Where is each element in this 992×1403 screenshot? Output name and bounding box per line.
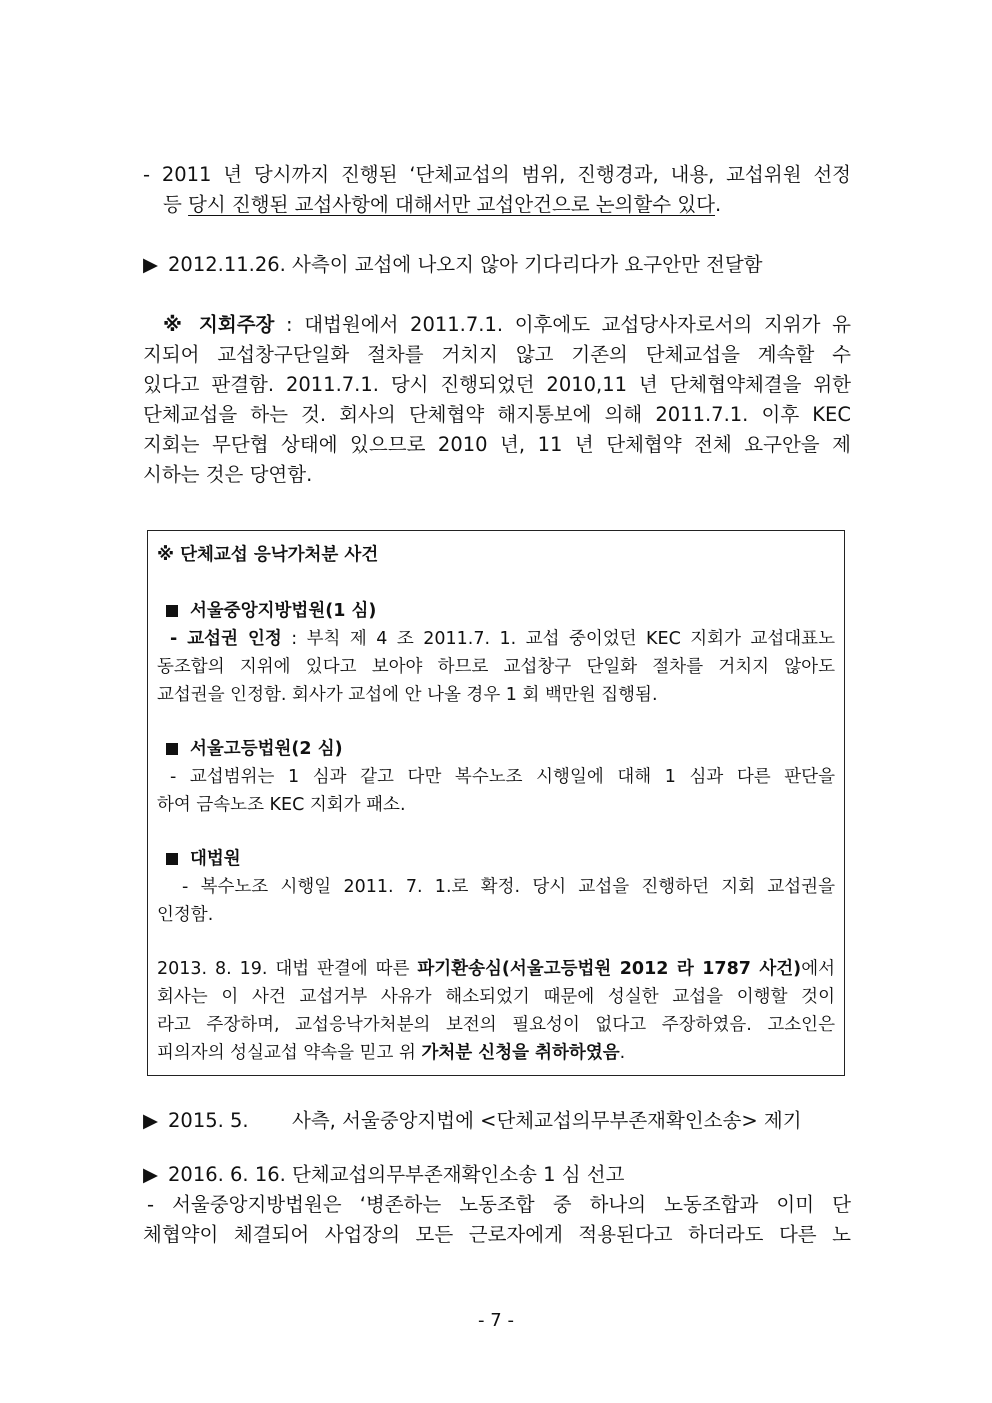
court1-line-3: 교섭권을 인정함. 회사가 교섭에 안 나올 경우 1 회 백만원 집행됨. bbox=[157, 685, 658, 705]
reference-mark-icon: ※ bbox=[163, 313, 188, 336]
remand-text-1a: 2013. 8. 19. 대법 판결에 따른 bbox=[157, 959, 418, 979]
entry-2016 bbox=[143, 1160, 851, 1190]
page-number: - 7 - bbox=[478, 1310, 514, 1331]
square-bullet-icon bbox=[166, 743, 178, 755]
remand-case-name: 파기환송심(서울고등법원 2012 라 1787 사건) bbox=[417, 959, 802, 979]
entry-2016-line-1: - 서울중앙지방법원은 ‘병존하는 노동조합 중 하나의 노동조합과 이미 단 bbox=[147, 1193, 851, 1216]
court2-title-text: 서울고등법원(2 심) bbox=[190, 739, 343, 759]
entry-2012-text: 2012.11.26. 사측이 교섭에 나오지 않아 기다리다가 요구안만 전달함 bbox=[168, 253, 763, 276]
branch-claim-line-3: 있다고 판결함. 2011.7.1. 당시 진행되었던 2010,11 년 단체협약체결을 위한 bbox=[143, 373, 851, 396]
remand-text-4a: 피의자의 성실교섭 약속을 믿고 위 bbox=[157, 1043, 422, 1063]
remand-line-1 bbox=[157, 955, 835, 983]
court2-line-1: - 교섭범위는 1 심과 같고 다만 복수노조 시행일에 대해 1 심과 다른 판단을 bbox=[170, 767, 835, 787]
intro-line-2 bbox=[163, 190, 851, 220]
intro-underlined-text: 당시 진행된 교섭사항에 대해서만 교섭안건으로 논의할수 있다 bbox=[188, 193, 716, 216]
court1-label: - 교섭권 인정 bbox=[170, 629, 282, 649]
entry-2015-text: 사측, 서울중앙지법에 <단체교섭의무부존재확인소송> 제기 bbox=[292, 1109, 802, 1132]
court2-title bbox=[166, 735, 844, 763]
remand-line-4 bbox=[157, 1039, 835, 1067]
remand-text-1c: 에서 bbox=[801, 959, 835, 979]
remand-line-3: 라고 주장하며, 교섭응낙가처분의 보전의 필요성이 없다고 주장하였음. 고소인은 bbox=[157, 1015, 835, 1035]
entry-2015 bbox=[143, 1106, 851, 1136]
court1-text-1: : 부칙 제 4 조 2011.7. 1. 교섭 중이었던 KEC 지회가 교섭대표노 bbox=[281, 629, 835, 649]
intro-line-1: - 2011 년 당시까지 진행된 ‘단체교섭의 범위, 진행경과, 내용, 교섭위원 선정 bbox=[143, 163, 851, 186]
court1-line-2: 동조합의 지위에 있다고 보아야 하므로 교섭창구 단일화 절차를 거치지 않아도 bbox=[157, 657, 835, 677]
court3-title bbox=[166, 845, 844, 873]
intro-line-2-end: . bbox=[715, 193, 722, 216]
remand-line-2: 회사는 이 사건 교섭거부 사유가 해소되었기 때문에 성실한 교섭을 이행할 것이 bbox=[157, 987, 835, 1007]
entry-2015-date: 2015. 5. bbox=[168, 1109, 249, 1132]
branch-claim-line-5: 지회는 무단협 상태에 있으므로 2010 년, 11 년 단체협약 전체 요구안을 제 bbox=[143, 433, 851, 456]
branch-claim-title: 지회주장 bbox=[199, 313, 275, 336]
entry-2016-line-2: 체협약이 체결되어 사업장의 모든 근로자에게 적용된다고 하더라도 다른 노 bbox=[143, 1223, 851, 1246]
square-bullet-icon bbox=[166, 605, 178, 617]
court1-title-text: 서울중앙지방법원(1 심) bbox=[190, 601, 377, 621]
branch-claim-line-2: 지되어 교섭창구단일화 절차를 거치지 않고 기존의 단체교섭을 계속할 수 bbox=[143, 343, 851, 366]
court2-line-2: 하여 금속노조 KEC 지회가 패소. bbox=[157, 795, 406, 815]
court3-line-1: - 복수노조 시행일 2011. 7. 1.로 확정. 당시 교섭을 진행하던 지회 교섭권을 bbox=[182, 877, 835, 897]
branch-claim-line-6: 시하는 것은 당연함. bbox=[143, 463, 313, 486]
entry-2012 bbox=[143, 250, 851, 280]
box-heading: ※ 단체교섭 응낙가처분 사건 bbox=[157, 545, 379, 565]
triangle-bullet-icon: ▶ bbox=[143, 1163, 158, 1186]
court3-title-text: 대법원 bbox=[190, 849, 241, 869]
branch-claim-line-4: 단체교섭을 하는 것. 회사의 단체협약 해지통보에 의해 2011.7.1. 이후 KEC bbox=[143, 403, 851, 426]
branch-claim-text-1: : 대법원에서 2011.7.1. 이후에도 교섭당사자로서의 지위가 유 bbox=[274, 313, 851, 336]
triangle-bullet-icon: ▶ bbox=[143, 253, 158, 276]
remand-withdrawal: 가처분 신청을 취하하였음 bbox=[421, 1043, 620, 1063]
court3-line-2: 인정함. bbox=[157, 905, 214, 925]
square-bullet-icon bbox=[166, 853, 178, 865]
intro-line-2-start: 등 bbox=[163, 193, 189, 216]
court1-title bbox=[166, 597, 844, 625]
entry-2016-text: 2016. 6. 16. 단체교섭의무부존재확인소송 1 심 선고 bbox=[168, 1163, 625, 1186]
remand-text-4c: . bbox=[619, 1043, 626, 1063]
branch-claim-line-1 bbox=[163, 310, 851, 340]
court1-line-1 bbox=[170, 625, 835, 653]
injunction-case-box bbox=[147, 530, 845, 1076]
triangle-bullet-icon: ▶ bbox=[143, 1109, 158, 1132]
